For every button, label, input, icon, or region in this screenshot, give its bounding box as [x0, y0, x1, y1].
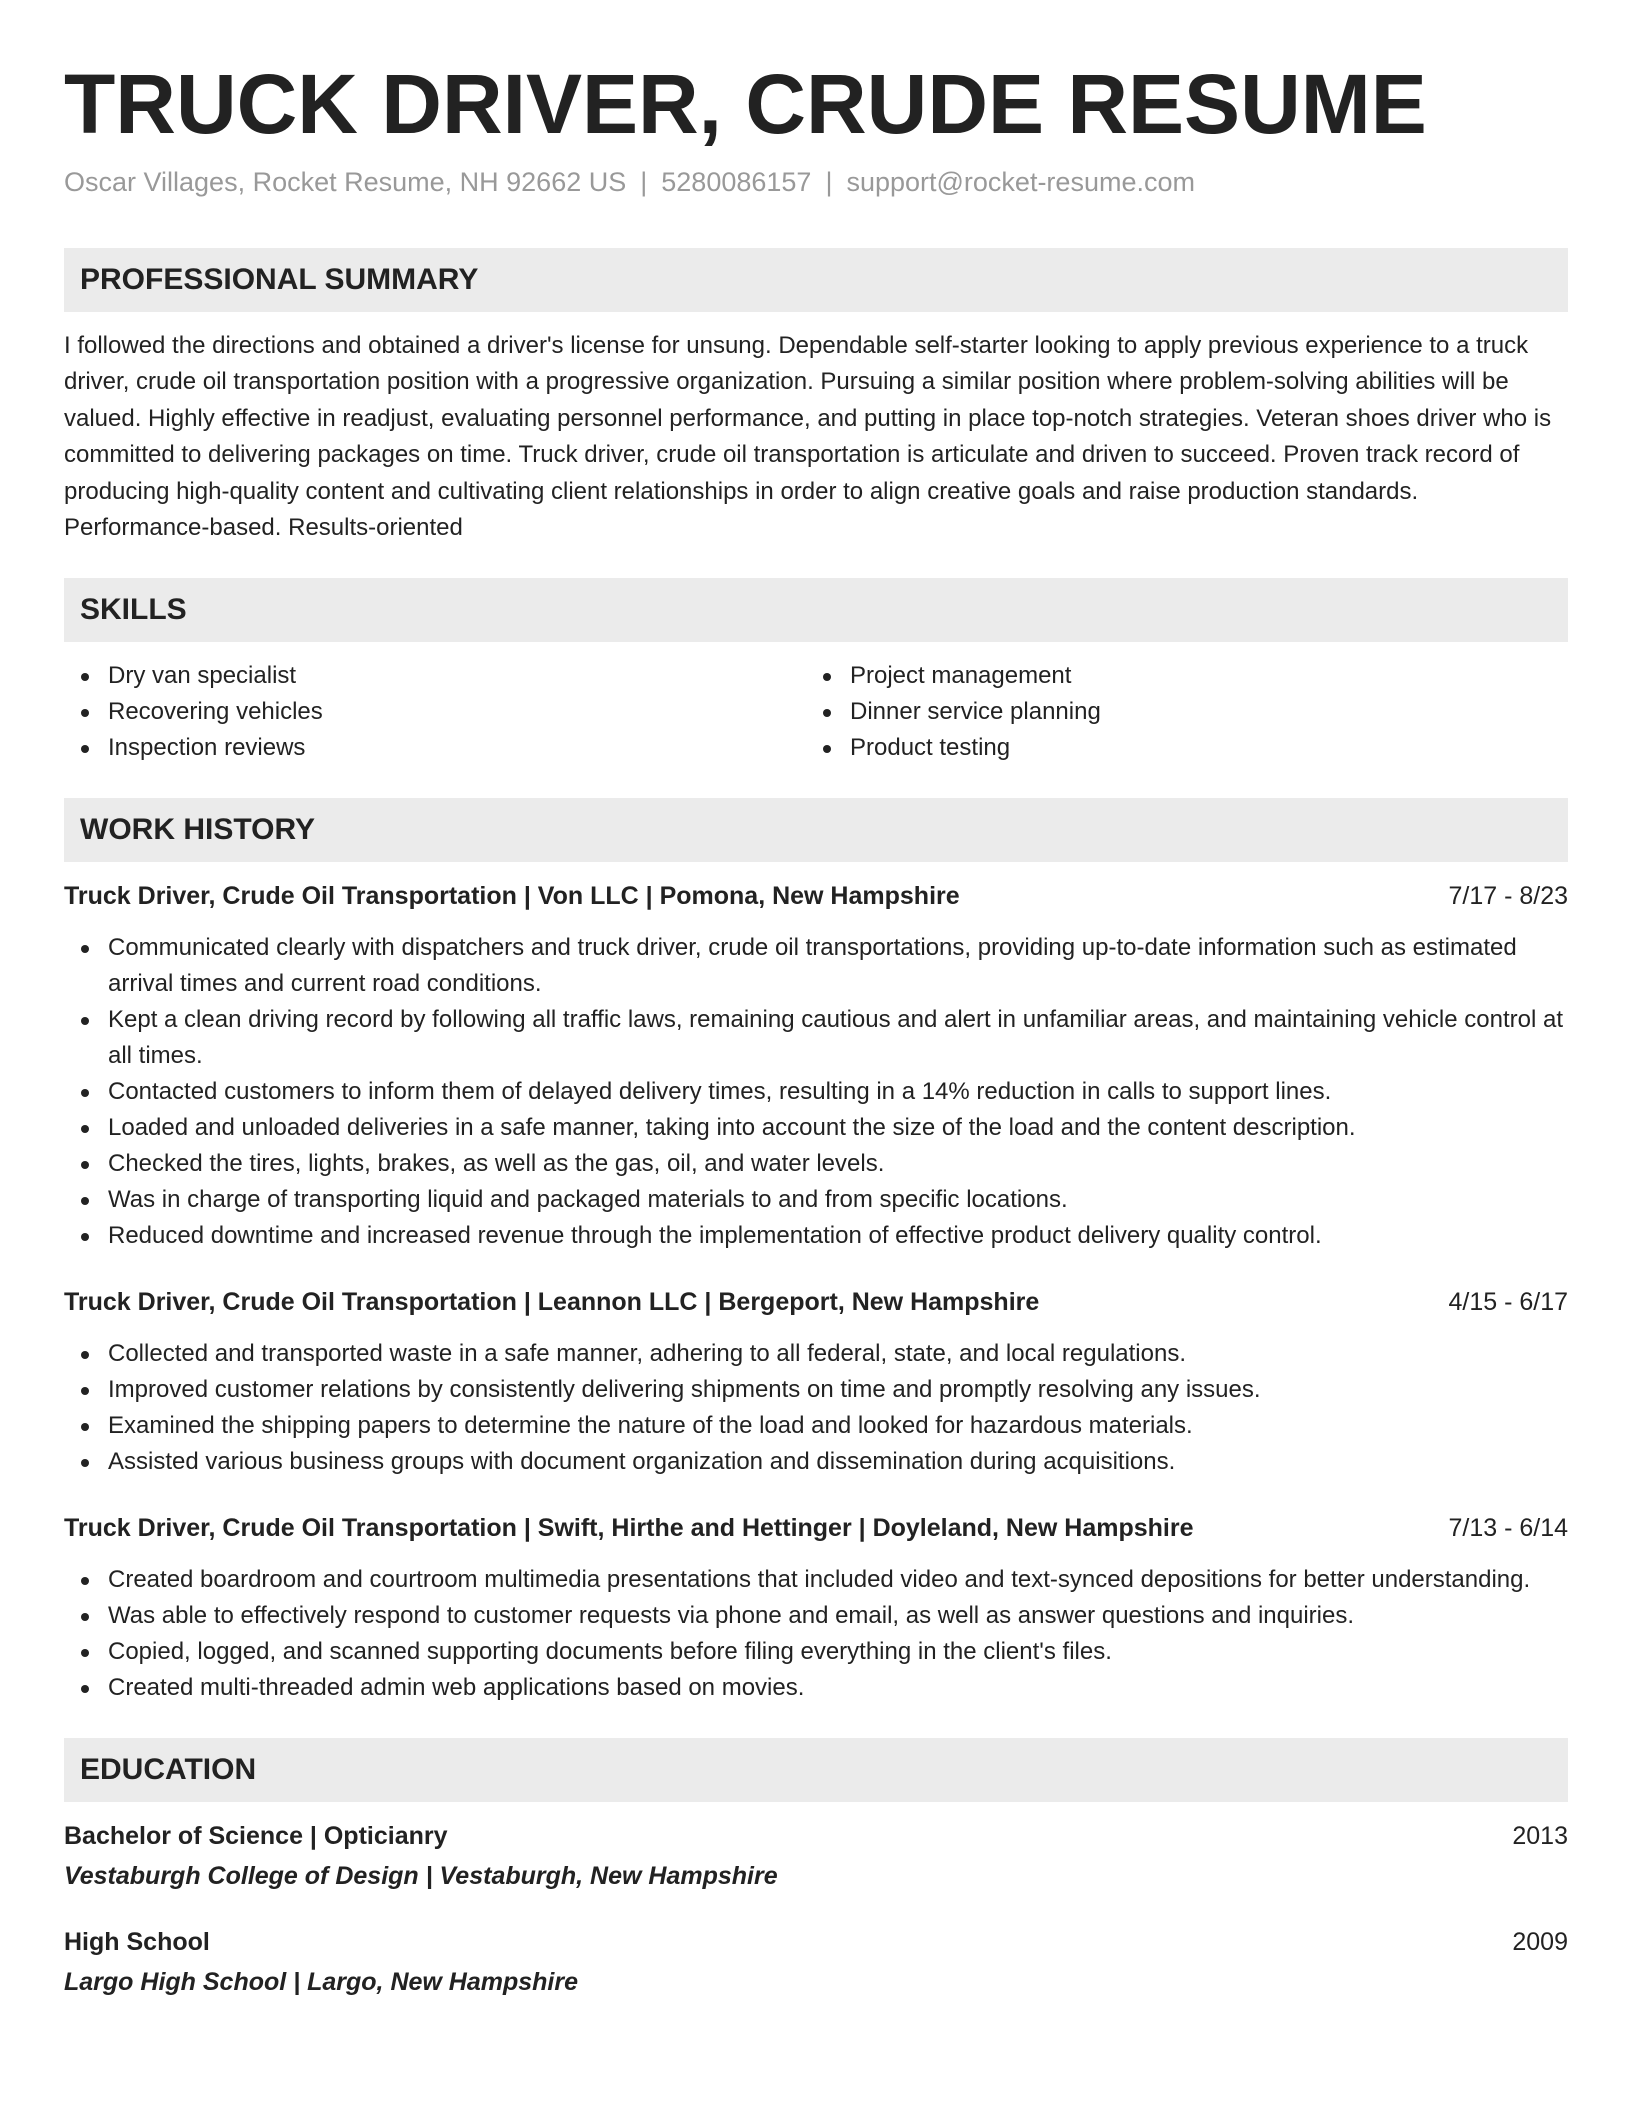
- work-history-heading: WORK HISTORY: [64, 798, 1568, 862]
- list-item: Loaded and unloaded deliveries in a safe manner, taking into account the size of the load and the content description.: [64, 1110, 1568, 1146]
- resume-title: TRUCK DRIVER, CRUDE RESUME: [64, 57, 1427, 151]
- job-dates: 4/15 - 6/17: [1448, 1288, 1568, 1317]
- list-item: Improved customer relations by consistently delivering shipments on time and promptly resolving any issues.: [64, 1372, 1568, 1408]
- list-item: Examined the shipping papers to determine the nature of the load and looked for hazardous materials.: [64, 1408, 1568, 1444]
- education-year: 2009: [1512, 1928, 1568, 1957]
- job-header: [64, 1284, 1568, 1320]
- education-school: Vestaburgh College of Design | Vestaburgh, New Hampshire: [64, 1862, 778, 1891]
- list-item: Communicated clearly with dispatchers and truck driver, crude oil transportations, providing up-to-date information such as estimated arrival times and current road conditions.: [64, 930, 1568, 1002]
- list-item: Created boardroom and courtroom multimedia presentations that included video and text-synced depositions for better understanding.: [64, 1562, 1568, 1598]
- skills-list: [64, 658, 1568, 766]
- resume-page: [64, 0, 1568, 2000]
- job-entry: [64, 1510, 1568, 1706]
- education-degree: High School: [64, 1928, 210, 1957]
- list-item: Kept a clean driving record by following all traffic laws, remaining cautious and alert in unfamiliar areas, and maintaining vehicle control at all times.: [64, 1002, 1568, 1074]
- education-header: [64, 1924, 1568, 1960]
- job-dates: 7/13 - 6/14: [1448, 1514, 1568, 1543]
- job-title: Truck Driver, Crude Oil Transportation | Leannon LLC | Bergeport, New Hampshire: [64, 1288, 1040, 1317]
- job-title: Truck Driver, Crude Oil Transportation | Swift, Hirthe and Hettinger | Doyleland, New Hampshire: [64, 1514, 1194, 1543]
- contact-separator: |: [825, 167, 833, 197]
- list-item: Created multi-threaded admin web applications based on movies.: [64, 1670, 1568, 1706]
- education-degree: Bachelor of Science | Opticianry: [64, 1822, 448, 1851]
- skill-item: Product testing: [806, 730, 1548, 766]
- list-item: Reduced downtime and increased revenue through the implementation of effective product delivery quality control.: [64, 1218, 1568, 1254]
- list-item: Collected and transported waste in a safe manner, adhering to all federal, state, and local regulations.: [64, 1336, 1568, 1372]
- job-header: [64, 1510, 1568, 1546]
- job-title: Truck Driver, Crude Oil Transportation | Von LLC | Pomona, New Hampshire: [64, 882, 960, 911]
- contact-line: [64, 164, 1568, 200]
- education-year: 2013: [1512, 1822, 1568, 1851]
- list-item: Assisted various business groups with document organization and dissemination during acquisitions.: [64, 1444, 1568, 1480]
- skill-item: Recovering vehicles: [64, 694, 806, 730]
- education-entry: [64, 1818, 1568, 1894]
- education-heading: EDUCATION: [64, 1738, 1568, 1802]
- skills-heading: SKILLS: [64, 578, 1568, 642]
- list-item: Was in charge of transporting liquid and packaged materials to and from specific locations.: [64, 1182, 1568, 1218]
- contact-address: Oscar Villages, Rocket Resume, NH 92662 US: [64, 167, 627, 197]
- job-bullets: [64, 1562, 1568, 1706]
- job-entry: [64, 1284, 1568, 1480]
- job-header: [64, 878, 1568, 914]
- job-bullets: [64, 1336, 1568, 1480]
- list-item: Checked the tires, lights, brakes, as well as the gas, oil, and water levels.: [64, 1146, 1568, 1182]
- education-entry: [64, 1924, 1568, 2000]
- contact-separator: |: [640, 167, 648, 197]
- list-item: Copied, logged, and scanned supporting documents before filing everything in the client's files.: [64, 1634, 1568, 1670]
- list-item: Was able to effectively respond to customer requests via phone and email, as well as answer questions and inquiries.: [64, 1598, 1568, 1634]
- education-header: [64, 1818, 1568, 1854]
- skill-item: Dry van specialist: [64, 658, 806, 694]
- skills-column-left: [64, 658, 806, 766]
- skill-item: Project management: [806, 658, 1548, 694]
- summary-text: I followed the directions and obtained a driver's license for unsung. Dependable self-starter looking to apply previous experience to a truck driver, crude oil transportation position with a progressive organization. Pursuing a similar position where problem-solving abilities will be valued. Highly effective in readjust, evaluating personnel performance, and putting in place top-notch strategies. Veteran shoes driver who is committed to delivering packages on time. Truck driver, crude oil transportation is articulate and driven to succeed. Proven track record of producing high-quality content and cultivating client relationships in order to align creative goals and raise production standards. Performance-based. Results-oriented: [64, 332, 1552, 542]
- job-entry: [64, 878, 1568, 1254]
- contact-email: support@rocket-resume.com: [846, 167, 1195, 197]
- job-dates: 7/17 - 8/23: [1448, 882, 1568, 911]
- job-bullets: [64, 930, 1568, 1254]
- list-item: Contacted customers to inform them of delayed delivery times, resulting in a 14% reduction in calls to support lines.: [64, 1074, 1568, 1110]
- summary-heading: PROFESSIONAL SUMMARY: [64, 248, 1568, 312]
- skill-item: Inspection reviews: [64, 730, 806, 766]
- education-school: Largo High School | Largo, New Hampshire: [64, 1968, 579, 1997]
- contact-phone: 5280086157: [661, 167, 812, 197]
- skills-column-right: [806, 658, 1548, 766]
- skill-item: Dinner service planning: [806, 694, 1548, 730]
